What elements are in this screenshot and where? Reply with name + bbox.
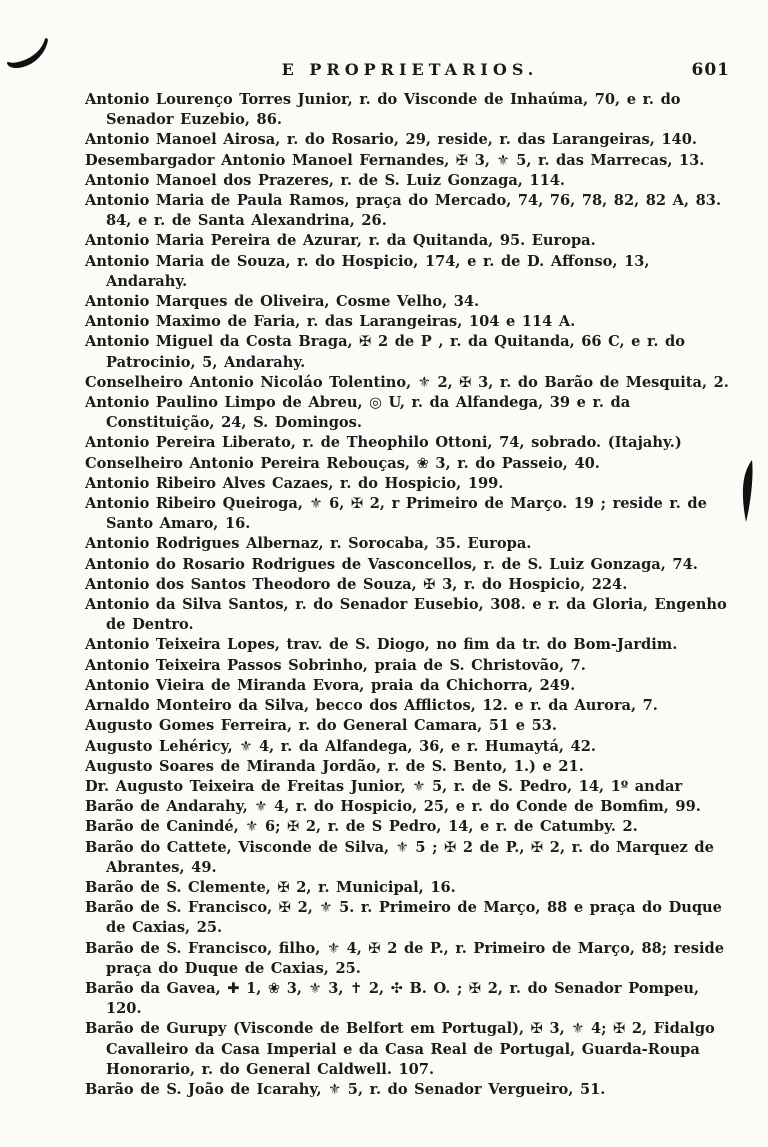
running-title: E PROPRIETARIOS. <box>281 60 539 79</box>
directory-entry: Antonio da Silva Santos, r. do Senador Eusebio, 308. e r. da Gloria, Engenho de Dentro. <box>85 596 727 634</box>
directory-entry: Augusto Lehéricy, ⚜ 4, r. da Alfandega, 36, e r. Humaytá, 42. <box>85 737 596 755</box>
directory-entry: Antonio Maria Pereira de Azurar, r. da Quitanda, 95. Europa. <box>85 232 596 250</box>
directory-entry: Barão da Gavea, ✚ 1, ❀ 3, ⚜ 3, ✝ 2, ✣ B. O. ; ✠ 2, r. do Senador Pompeu, 120. <box>85 979 700 1018</box>
ink-swoosh-mark <box>6 36 50 70</box>
directory-entry: Antonio Manoel dos Prazeres, r. de S. Luiz Gonzaga, 114. <box>85 171 565 189</box>
directory-entry: Conselheiro Antonio Pereira Rebouças, ❀ 3, r. do Passeio, 40. <box>85 454 600 472</box>
directory-entry: Barão de Gurupy (Visconde de Belfort em Portugal), ✠ 3, ⚜ 4; ✠ 2, Fidalgo Cavalleiro da Casa Imperial e da Casa Real de Portugal, Guarda-Roupa Honorario, r. do General Caldwell. 107. <box>85 1020 715 1078</box>
directory-entry: Antonio Teixeira Lopes, trav. de S. Diogo, no fim da tr. do Bom-Jardim. <box>85 636 678 654</box>
directory-entry: Antonio Pereira Liberato, r. de Theophilo Ottoni, 74, sobrado. (Itajahy.) <box>85 434 682 452</box>
directory-entry: Arnaldo Monteiro da Silva, becco dos Afflictos, 12. e r. da Aurora, 7. <box>85 697 658 715</box>
directory-entry: Antonio Paulino Limpo de Abreu, ◎ U, r. da Alfandega, 39 e r. da Constituição, 24, S. Domingos. <box>85 394 631 432</box>
directory-entry: Barão de Andarahy, ⚜ 4, r. do Hospicio, 25, e r. do Conde de Bomfim, 99. <box>85 798 701 816</box>
directory-entry: Barão de S. Francisco, filho, ⚜ 4, ✠ 2 de P., r. Primeiro de Março, 88; reside praça do Duque de Caxias, 25. <box>85 939 724 977</box>
directory-entry: Antonio Marques de Oliveira, Cosme Velho, 34. <box>85 293 480 311</box>
running-head <box>88 60 732 84</box>
directory-entry: Antonio dos Santos Theodoro de Souza, ✠ 3, r. do Hospicio, 224. <box>85 575 628 593</box>
directory-entry: Barão de S. Clemente, ✠ 2, r. Municipal, 16. <box>85 878 456 896</box>
directory-entry: Antonio Ribeiro Alves Cazaes, r. do Hospicio, 199. <box>85 474 504 492</box>
directory-entry: Antonio Maria de Paula Ramos, praça do Mercado, 74, 76, 78, 82, 82 A, 83. 84, e r. de Santa Alexandrina, 26. <box>85 192 722 230</box>
directory-entry: Desembargador Antonio Manoel Fernandes, ✠ 3, ⚜ 5, r. das Marrecas, 13. <box>85 151 705 169</box>
directory-entry: Antonio Maximo de Faria, r. das Larangeiras, 104 e 114 A. <box>85 313 576 331</box>
directory-entry: Barão do Cattete, Visconde de Silva, ⚜ 5 ; ✠ 2 de P., ✠ 2, r. do Marquez de Abrantes, 49. <box>85 838 714 876</box>
directory-entry: Barão de S. Francisco, ✠ 2, ⚜ 5. r. Primeiro de Março, 88 e praça do Duque de Caxias, 25. <box>85 899 722 937</box>
ink-crescent-mark <box>736 460 758 524</box>
directory-entry: Augusto Gomes Ferreira, r. do General Camara, 51 e 53. <box>85 717 557 735</box>
directory-entry: Antonio Ribeiro Queiroga, ⚜ 6, ✠ 2, r Primeiro de Março. 19 ; reside r. de Santo Amaro, 16. <box>85 495 707 533</box>
directory-entry: Augusto Soares de Miranda Jordão, r. de S. Bento, 1.) e 21. <box>85 757 584 775</box>
directory-entry: Antonio Rodrigues Albernaz, r. Sorocaba, 35. Europa. <box>85 535 532 553</box>
entries <box>85 90 737 1100</box>
directory-entry: Antonio Miguel da Costa Braga, ✠ 2 de P , r. da Quitanda, 66 C, e r. do Patrocinio, 5, Andarahy. <box>85 333 685 371</box>
directory-entry: Barão de Canindé, ⚜ 6; ✠ 2, r. de S Pedro, 14, e r. de Catumby. 2. <box>85 818 638 836</box>
directory-entry: Conselheiro Antonio Nicoláo Tolentino, ⚜ 2, ✠ 3, r. do Barão de Mesquita, 2. <box>85 373 729 391</box>
directory-entry: Barão de S. João de Icarahy, ⚜ 5, r. do Senador Vergueiro, 51. <box>85 1080 606 1098</box>
directory-entry: Antonio Vieira de Miranda Evora, praia da Chichorra, 249. <box>85 676 576 694</box>
directory-entry: Antonio Manoel Airosa, r. do Rosario, 29, reside, r. das Larangeiras, 140. <box>85 131 697 149</box>
directory-entry: Dr. Augusto Teixeira de Freitas Junior, ⚜ 5, r. de S. Pedro, 14, 1º andar <box>85 777 683 795</box>
directory-entry: Antonio Maria de Souza, r. do Hospicio, 174, e r. de D. Affonso, 13, Andarahy. <box>85 252 650 290</box>
directory-entry: Antonio Teixeira Passos Sobrinho, praia de S. Christovão, 7. <box>85 656 586 674</box>
page-number: 601 <box>691 60 730 80</box>
directory-entry: Antonio do Rosario Rodrigues de Vasconcellos, r. de S. Luiz Gonzaga, 74. <box>85 555 698 573</box>
directory-entry: Antonio Lourenço Torres Junior, r. do Visconde de Inhaúma, 70, e r. do Senador Euzebio, 86. <box>85 91 681 129</box>
